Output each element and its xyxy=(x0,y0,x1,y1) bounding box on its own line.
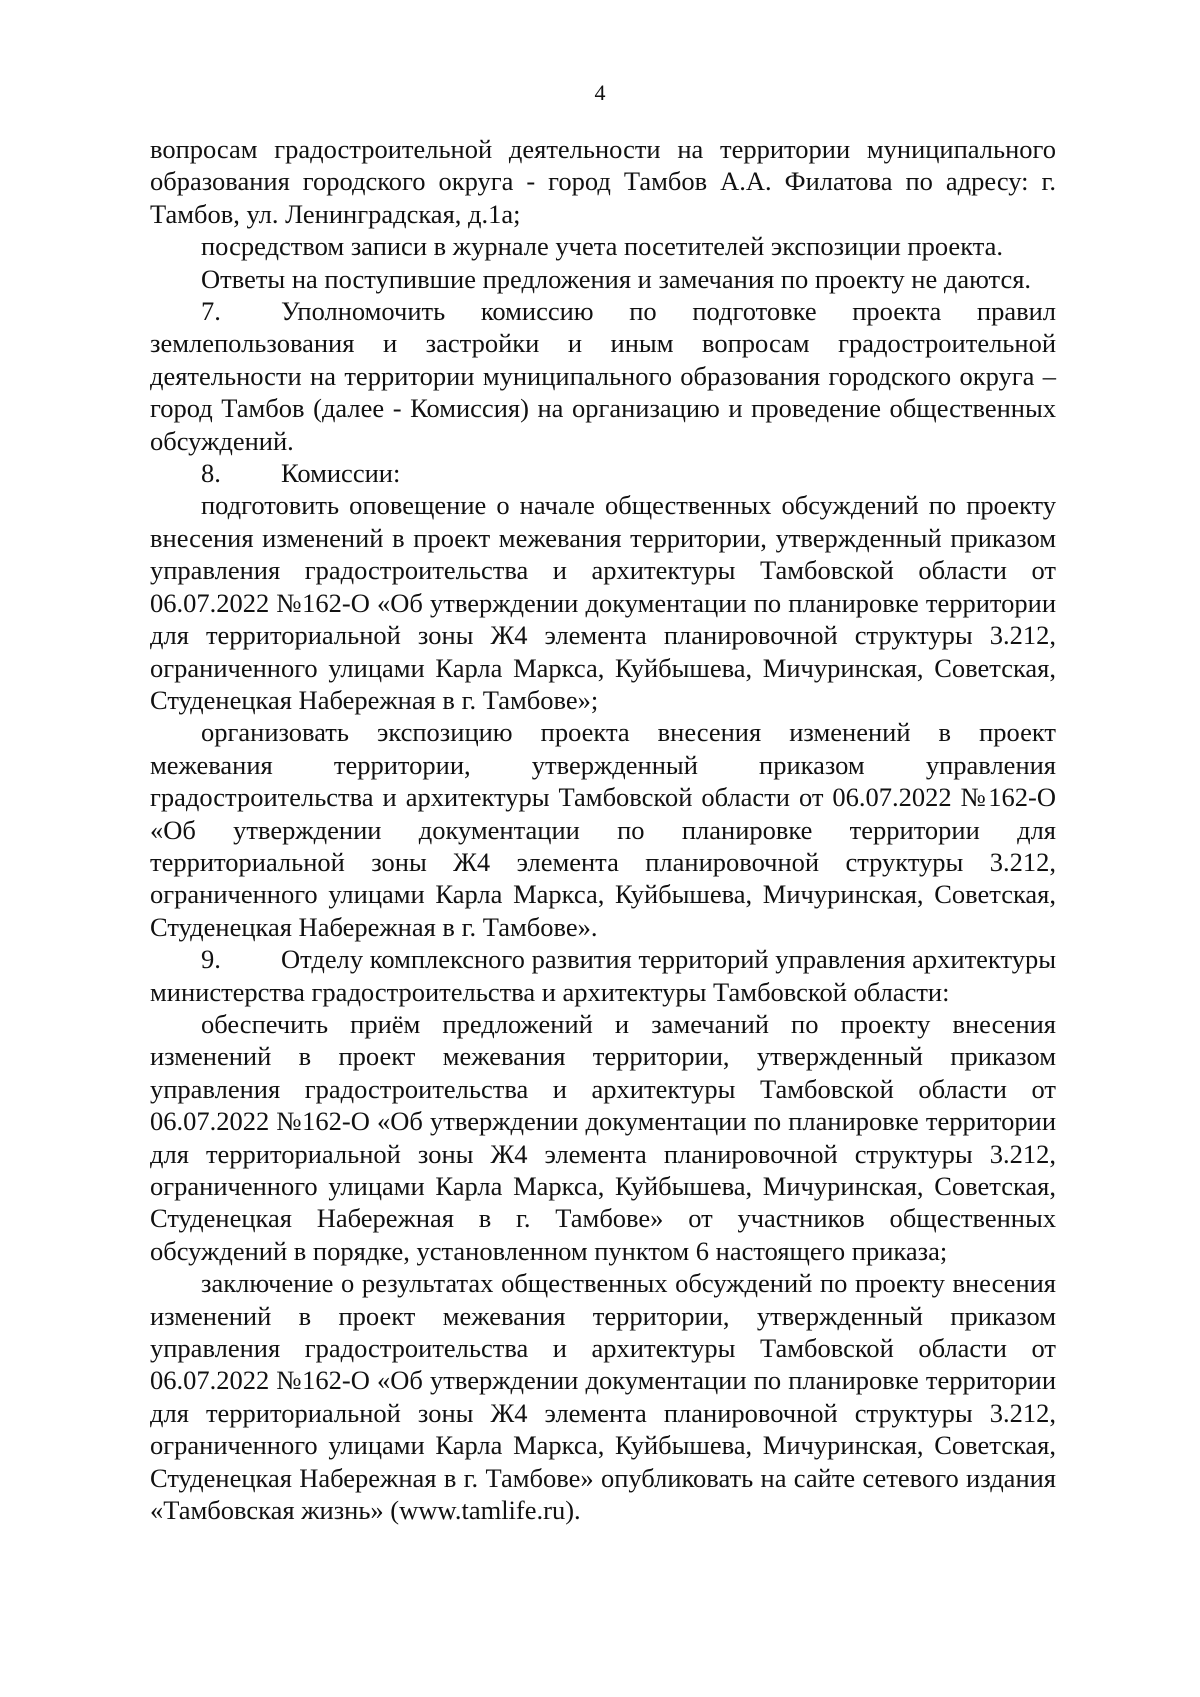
paragraph-publish-conclusion: заключение о результатах общественных обсуждений по проекту внесения изменений в проект межевания территории, утвержденный приказом управления градостроительства и архитектуры Тамбовской области от 06.07.2022 №162-О «Об утверждении документации по планировке территории для территориальной зоны Ж4 элемента планировочной структуры 3.212, ограниченного улицами Карла Маркса, Куйбышева, Мичуринская, Советская, Студенецкая Набережная в г. Тамбове» опубликовать на сайте сетевого издания «Тамбовская жизнь» (www.tamlife.ru). xyxy=(150,1268,1056,1526)
clause-8 xyxy=(150,457,1056,489)
clause-7 xyxy=(150,295,1056,457)
paragraph-journal: посредством записи в журнале учета посетителей экспозиции проекта. xyxy=(201,231,1004,262)
paragraph-prepare-notice: подготовить оповещение о начале общественных обсуждений по проекту внесения изменений в проект межевания территории, утвержденный приказом управления градостроительства и архитектуры Тамбовской области от 06.07.2022 №162-О «Об утверждении документации по планировке территории для территориальной зоны Ж4 элемента планировочной структуры 3.212, ограниченного улицами Карла Маркса, Куйбышева, Мичуринская, Советская, Студенецкая Набережная в г. Тамбове»; xyxy=(150,490,1056,715)
document-body xyxy=(150,133,1056,1526)
clause-number: 9. xyxy=(201,944,221,975)
page-number: 4 xyxy=(594,80,606,105)
clause-number: 8. xyxy=(201,458,221,489)
clause-9 xyxy=(150,943,1056,1008)
clause-text: Уполномочить комиссию по подготовке проекта правил землепользования и застройки и иным вопросам градостроительной деятельности на территории муниципального образования городского округа – город Тамбов (далее - Комиссия) на организацию и проведение общественных обсуждений. xyxy=(150,296,1056,456)
clause-text: Комиссии: xyxy=(281,458,401,489)
paragraph-organize-exposition: организовать экспозицию проекта внесения изменений в проект межевания территории, утвержденный приказом управления градостроительства и архитектуры Тамбовской области от 06.07.2022 №162-О «Об утверждении документации по планировке территории для территориальной зоны Ж4 элемента планировочной структуры 3.212, ограниченного улицами Карла Маркса, Куйбышева, Мичуринская, Советская, Студенецкая Набережная в г. Тамбове». xyxy=(150,717,1056,942)
paragraph-no-answers: Ответы на поступившие предложения и замечания по проекту не даются. xyxy=(201,263,1032,294)
paragraph-accept-proposals: обеспечить приём предложений и замечаний по проекту внесения изменений в проект межевания территории, утвержденный приказом управления градостроительства и архитектуры Тамбовской области от 06.07.2022 №162-О «Об утверждении документации по планировке территории для территориальной зоны Ж4 элемента планировочной структуры 3.212, ограниченного улицами Карла Маркса, Куйбышева, Мичуринская, Советская, Студенецкая Набережная в г. Тамбове» от участников общественных обсуждений в порядке, установленном пунктом 6 настоящего приказа; xyxy=(150,1008,1056,1266)
paragraph-continuation: вопросам градостроительной деятельности на территории муниципального образования городского округа - город Тамбов А.А. Филатова по адресу: г. Тамбов, ул. Ленинградская, д.1а; xyxy=(150,134,1056,229)
clause-text: Отделу комплексного развития территорий управления архитектуры министерства градостроительства и архитектуры Тамбовской области: xyxy=(150,944,1056,1007)
clause-number: 7. xyxy=(201,296,221,327)
